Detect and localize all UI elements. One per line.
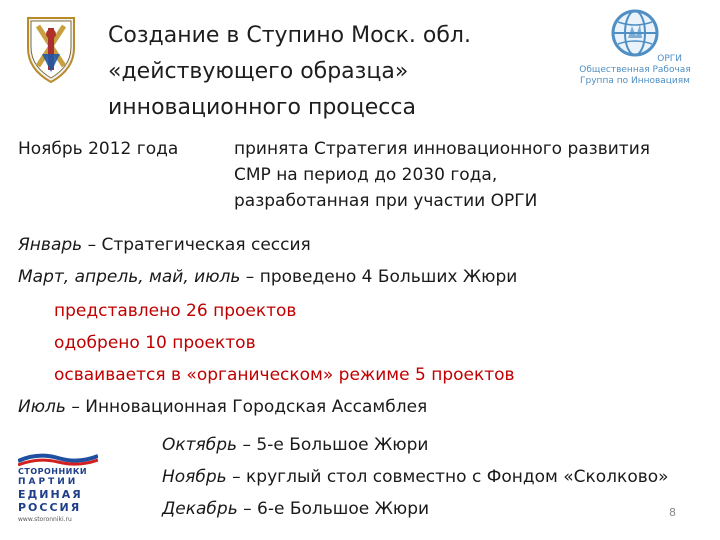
event-december-month: Декабрь bbox=[162, 499, 238, 519]
event-march-july-months: Март, апрель, май, июль bbox=[18, 267, 241, 287]
event-march-july bbox=[18, 264, 517, 290]
event-march-july-text: – проведено 4 Больших Жюри bbox=[240, 267, 518, 287]
event-november-month: Ноябрь bbox=[162, 467, 227, 487]
party-line-4: РОССИЯ bbox=[18, 501, 82, 514]
event-october-text: – 5-е Большое Жюри bbox=[237, 435, 429, 455]
globe-hand-icon bbox=[610, 8, 660, 58]
party-url: www.storonniki.ru bbox=[18, 516, 72, 523]
event-july-month: Июль bbox=[18, 397, 66, 417]
shield-crest-icon bbox=[24, 14, 78, 84]
event-december-text: – 6-е Большое Жюри bbox=[237, 499, 430, 519]
flag-bear-icon bbox=[18, 452, 98, 466]
party-line-2: ПАРТИИ bbox=[18, 477, 79, 487]
party-line-3: ЕДИНАЯ bbox=[18, 488, 83, 501]
page-title-line-2: «действующего образца» bbox=[108, 59, 409, 84]
event-january-month: Январь bbox=[18, 235, 83, 255]
page-title-line-3: инновационного процесса bbox=[108, 95, 416, 120]
page-number: 8 bbox=[669, 506, 676, 519]
event-november-text: – круглый стол совместно с Фондом «Сколково» bbox=[226, 467, 669, 487]
event-october bbox=[162, 432, 428, 458]
event-october-month: Октябрь bbox=[162, 435, 238, 455]
orgi-logo bbox=[570, 8, 700, 88]
event-july-text: – Инновационная Городская Ассамблея bbox=[65, 397, 428, 417]
event-january bbox=[18, 232, 311, 258]
strategy-line-2: СМР на период до 2030 года, bbox=[234, 165, 498, 185]
event-december bbox=[162, 496, 429, 522]
page-title-line-1: Создание в Ступино Моск. обл. bbox=[108, 23, 471, 48]
orgi-name-line-1: Общественная Рабочая bbox=[579, 65, 691, 75]
strategy-line-3: разработанная при участии ОРГИ bbox=[234, 191, 538, 211]
crest-logo bbox=[24, 14, 78, 84]
party-logo bbox=[18, 452, 98, 530]
orgi-abbr: ОРГИ bbox=[657, 54, 682, 64]
event-january-text: – Стратегическая сессия bbox=[82, 235, 311, 255]
projects-presented: представлено 26 проектов bbox=[54, 301, 297, 321]
strategy-date: Ноябрь 2012 года bbox=[18, 139, 179, 159]
event-november bbox=[162, 464, 669, 490]
event-july bbox=[18, 394, 427, 420]
orgi-name-line-2: Группа по Инновациям bbox=[580, 76, 690, 86]
projects-in-progress: осваивается в «органическом» режиме 5 проектов bbox=[54, 365, 515, 385]
strategy-line-1: принята Стратегия инновационного развития bbox=[234, 139, 650, 159]
party-line-1: СТОРОННИКИ bbox=[18, 467, 88, 476]
projects-approved: одобрено 10 проектов bbox=[54, 333, 256, 353]
